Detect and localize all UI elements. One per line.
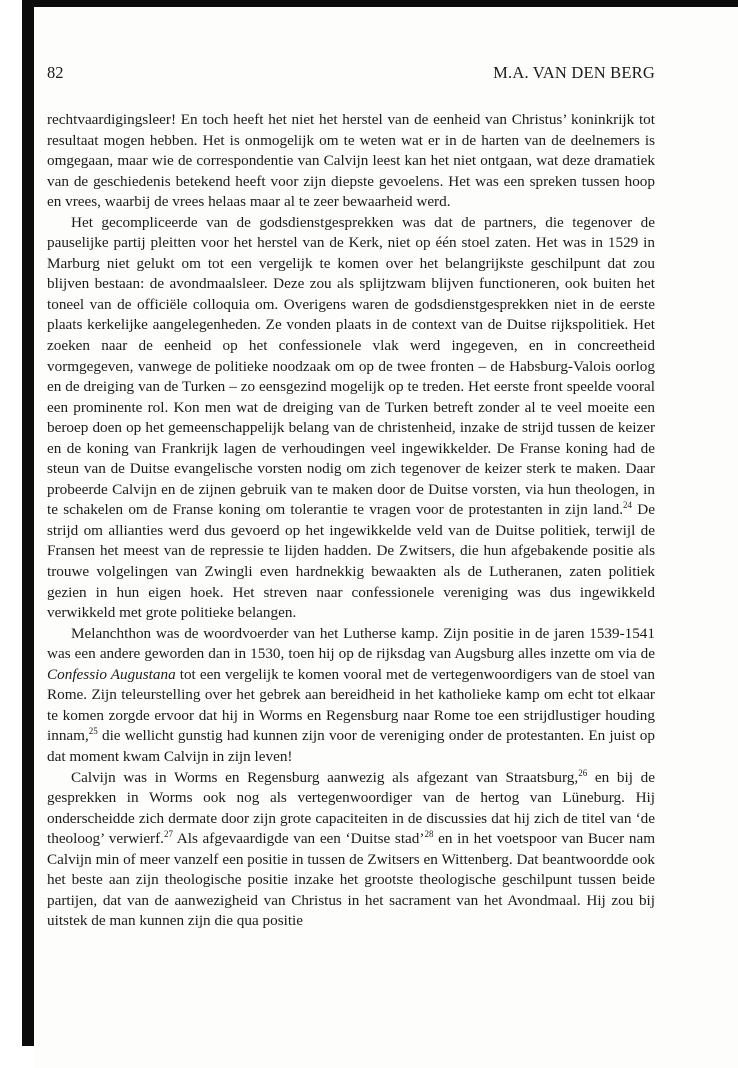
body-text [47, 110, 655, 932]
paragraph-calvijn [47, 768, 655, 932]
footnote-ref-26[interactable]: 26 [578, 767, 588, 778]
paragraph-text: De strijd om allianties werd dus gevoerd op het ingewikkelde veld van de Duitse politiek, terwijl de Fransen het meest van de repressie te lijden hadden. De Zwitsers, die hun afgebakende positie als trouwe volgelingen van Zwingli even hardnekkig bewaakten als de Lutheranen, zaten politiek gezien in hun eigen hoek. Het streven naar confessionele vereniging was dus ingewikkeld verwikkeld met grote politieke belangen. [47, 501, 655, 622]
paragraph-continued [47, 110, 655, 213]
paragraph-text: Calvijn was in Worms en Regensburg aanwezig als afgezant van Straatsburg, [71, 768, 579, 786]
paragraph-godsdienstgesprekken [47, 213, 655, 624]
italic-title-confessio-augustana: Confessio Augustana [47, 665, 176, 683]
scan-border-top [22, 0, 738, 7]
footnote-ref-27[interactable]: 27 [163, 829, 173, 840]
paragraph-text: die wellicht gunstig had kunnen zijn voor de vereniging onder de protestanten. En juist op dat moment kwam Calvijn in zijn leven! [47, 727, 655, 765]
paragraph-text: rechtvaardigingsleer! En toch heeft het niet het herstel van de eenheid van Christus’ koninkrijk tot resultaat mogen hebben. Het is onmogelijk om te weten wat er in de harten van de deelnemers is omgegaan, maar wie de correspondentie van Calvijn leest kan het niet ontgaan, wat deze dramatiek van de geschiedenis betekend heeft voor zijn diepste gevoelens. Het was een spreken tussen hoop en vrees, waarbij de vrees helaas maar al te zeer bewaarheid werd. [47, 111, 655, 211]
footnote-ref-24[interactable]: 24 [623, 500, 633, 511]
running-title: M.A. VAN DEN BERG [493, 63, 655, 82]
paragraph-text: Als afgevaardigde van een ‘Duitse stad’ [172, 830, 425, 848]
paragraph-text: en in het voetspoor van Bucer nam Calvijn min of meer vanzelf een positie in tussen de Zwitsers en Wittenberg. Dat beantwoordde ook het beste aan zijn theologische positie inzake het grootste theologische geschilpunt tussen beide partijen, dat van de aanwezigheid van Christus in het sacrament van het Avondmaal. Hij zou bij uitstek de man kunnen zijn die qua positie [47, 830, 656, 930]
footnote-ref-28[interactable]: 28 [424, 829, 434, 840]
paragraph-text: en bij de gesprekken in Worms ook nog als vertegenwoordiger van de hertog van Lüneburg. Hij onderscheidde zich dermate door zijn grote capaciteiten in de discussies dat hij zich de titel van ‘de theoloog’ verwierf. [47, 768, 655, 848]
scan-border-left [22, 0, 34, 1040]
footnote-ref-25[interactable]: 25 [88, 726, 98, 737]
page-number: 82 [47, 63, 64, 82]
scan-border-corner [22, 1038, 34, 1046]
paragraph-text: Melanchthon was de woordvoerder van het Lutherse kamp. Zijn positie in de jaren 1539-1541 was een andere geworden dan in 1530, toen hij op de rijksdag van Augsburg alles inzette om via de [47, 624, 655, 663]
paragraph-melanchthon [47, 624, 655, 768]
paragraph-text: Het gecompliceerde van de godsdienstgesprekken was dat de partners, die tegenover de pauselijke partij pleitten voor het herstel van de Kerk, niet op één stoel zaten. Het was in 1529 in Marburg niet gelukt om tot een vergelijk te komen over het belangrijkste geschilpunt dat zou blijven bestaan: de avondmaalsleer. Deze zou als splijtzwam blijven functioneren, ook buiten het toneel van de officiële colloquia om. Overigens waren de godsdienstgesprekken niet in de eerste plaats kerkelijke aangelegenheden. Ze vonden plaats in de context van de Duitse rijkspolitiek. Het zoeken naar de eenheid op het confessionele vlak werd ingegeven, en in concreetheid vormgegeven, vanwege de politieke noodzaak om op de twee fronten – de Habsburg-Valois oorlog en de dreiging van de Turken – zo eensgezind mogelijk op te treden. Het eerste front speelde vooral een prominente rol. Kon men wat de dreiging van de Turken betreft zonder al te veel moeite een beroep doen op het gemeenschappelijk belang van de christenheid, inzake de strijd tussen de keizer en de koning van Frankrijk lagen de verhoudingen veel ingewikkelder. De Franse koning had de steun van de Duitse evangelische vorsten nodig om zich tegenover de keizer sterk te maken. Daar probeerde Calvijn en de zijnen gebruik van te maken door de Duitse vorsten, via hun theologen, in te schakelen om de Franse koning om tolerantie te vragen voor de protestanten in zijn land. [47, 213, 655, 519]
paragraph-text: tot een vergelijk te komen vooral met de vertegenwoordigers van de stoel van Rome. Zijn teleurstelling over het gebrek aan bereidheid in het katholieke kamp om echt tot elkaar te komen zorgde ervoor dat hij in Worms en Regensburg naar Rome toe een strijdlustiger houding innam, [47, 665, 655, 745]
